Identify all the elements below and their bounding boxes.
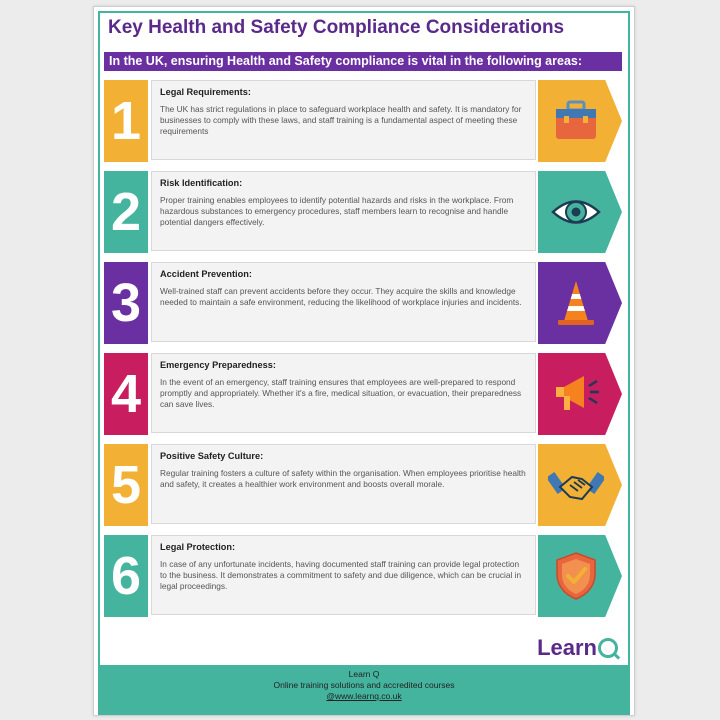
item-card <box>151 444 536 524</box>
learnq-logo <box>537 635 618 661</box>
item-icon-arrow <box>538 80 622 162</box>
item-description: Regular training fosters a culture of safety within the organisation. When employees prioritise health and safety, it creates a healthier work environment and boosts overall morale. <box>160 468 526 490</box>
item-heading: Legal Requirements: <box>160 87 251 97</box>
item-number: 4 <box>104 353 148 435</box>
footer-company: Learn Q <box>348 669 380 679</box>
item-heading: Accident Prevention: <box>160 269 252 279</box>
item-heading: Positive Safety Culture: <box>160 451 264 461</box>
logo-wordmark: Learn <box>537 635 597 660</box>
item-icon-arrow <box>538 535 622 617</box>
item-heading: Legal Protection: <box>160 542 236 552</box>
item-icon-arrow <box>538 262 622 344</box>
item-heading: Emergency Preparedness: <box>160 360 276 370</box>
item-description: Well-trained staff can prevent accidents before they occur. They acquire the skills and knowledge needed to maintain a safe environment, reducing the likelihood of workplace injuries and incidents. <box>160 286 522 308</box>
item-card <box>151 171 536 251</box>
item-description: The UK has strict regulations in place to safeguard workplace health and safety. It is mandatory for businesses to comply with these laws, and staff training is a fundamental aspect of meeting these requirements <box>160 104 522 137</box>
item-number: 2 <box>104 171 148 253</box>
item-icon-arrow <box>538 171 622 253</box>
item-icon-arrow <box>538 444 622 526</box>
compliance-item-2 <box>104 171 622 253</box>
footer-website-link[interactable]: @www.learnq.co.uk <box>326 691 402 701</box>
item-number: 1 <box>104 80 148 162</box>
item-icon-arrow <box>538 353 622 435</box>
item-description: In case of any unfortunate incidents, having documented staff training can provide legal protection to the business. It demonstrates a commitment to safety and due diligence, which can be crucial in legal proceedings. <box>160 559 522 592</box>
compliance-item-4 <box>104 353 622 435</box>
item-number: 6 <box>104 535 148 617</box>
item-card <box>151 262 536 342</box>
item-card <box>151 535 536 615</box>
compliance-item-6 <box>104 535 622 617</box>
infographic-sheet <box>93 6 635 716</box>
footer-tagline: Online training solutions and accredited courses <box>273 680 455 690</box>
item-heading: Risk Identification: <box>160 178 243 188</box>
intro-banner: In the UK, ensuring Health and Safety compliance is vital in the following areas: <box>104 52 622 71</box>
item-description: Proper training enables employees to identify potential hazards and risks in the workplace. From hazardous substances to emergency procedures, staff members learn to recognise and handle potential dangers effectively. <box>160 195 514 228</box>
item-number: 5 <box>104 444 148 526</box>
item-card <box>151 353 536 433</box>
logo-q-mark-icon <box>598 638 618 658</box>
footer <box>98 665 630 715</box>
item-description: In the event of an emergency, staff training ensures that employees are well-prepared to respond promptly and appropriately. Whether it's a fire, medical situation, or evacuation, their preparedness can save lives. <box>160 377 522 410</box>
page-title: Key Health and Safety Compliance Considerations <box>108 17 565 38</box>
item-card <box>151 80 536 160</box>
compliance-item-3 <box>104 262 622 344</box>
compliance-item-1 <box>104 80 622 162</box>
compliance-item-5 <box>104 444 622 526</box>
item-number: 3 <box>104 262 148 344</box>
